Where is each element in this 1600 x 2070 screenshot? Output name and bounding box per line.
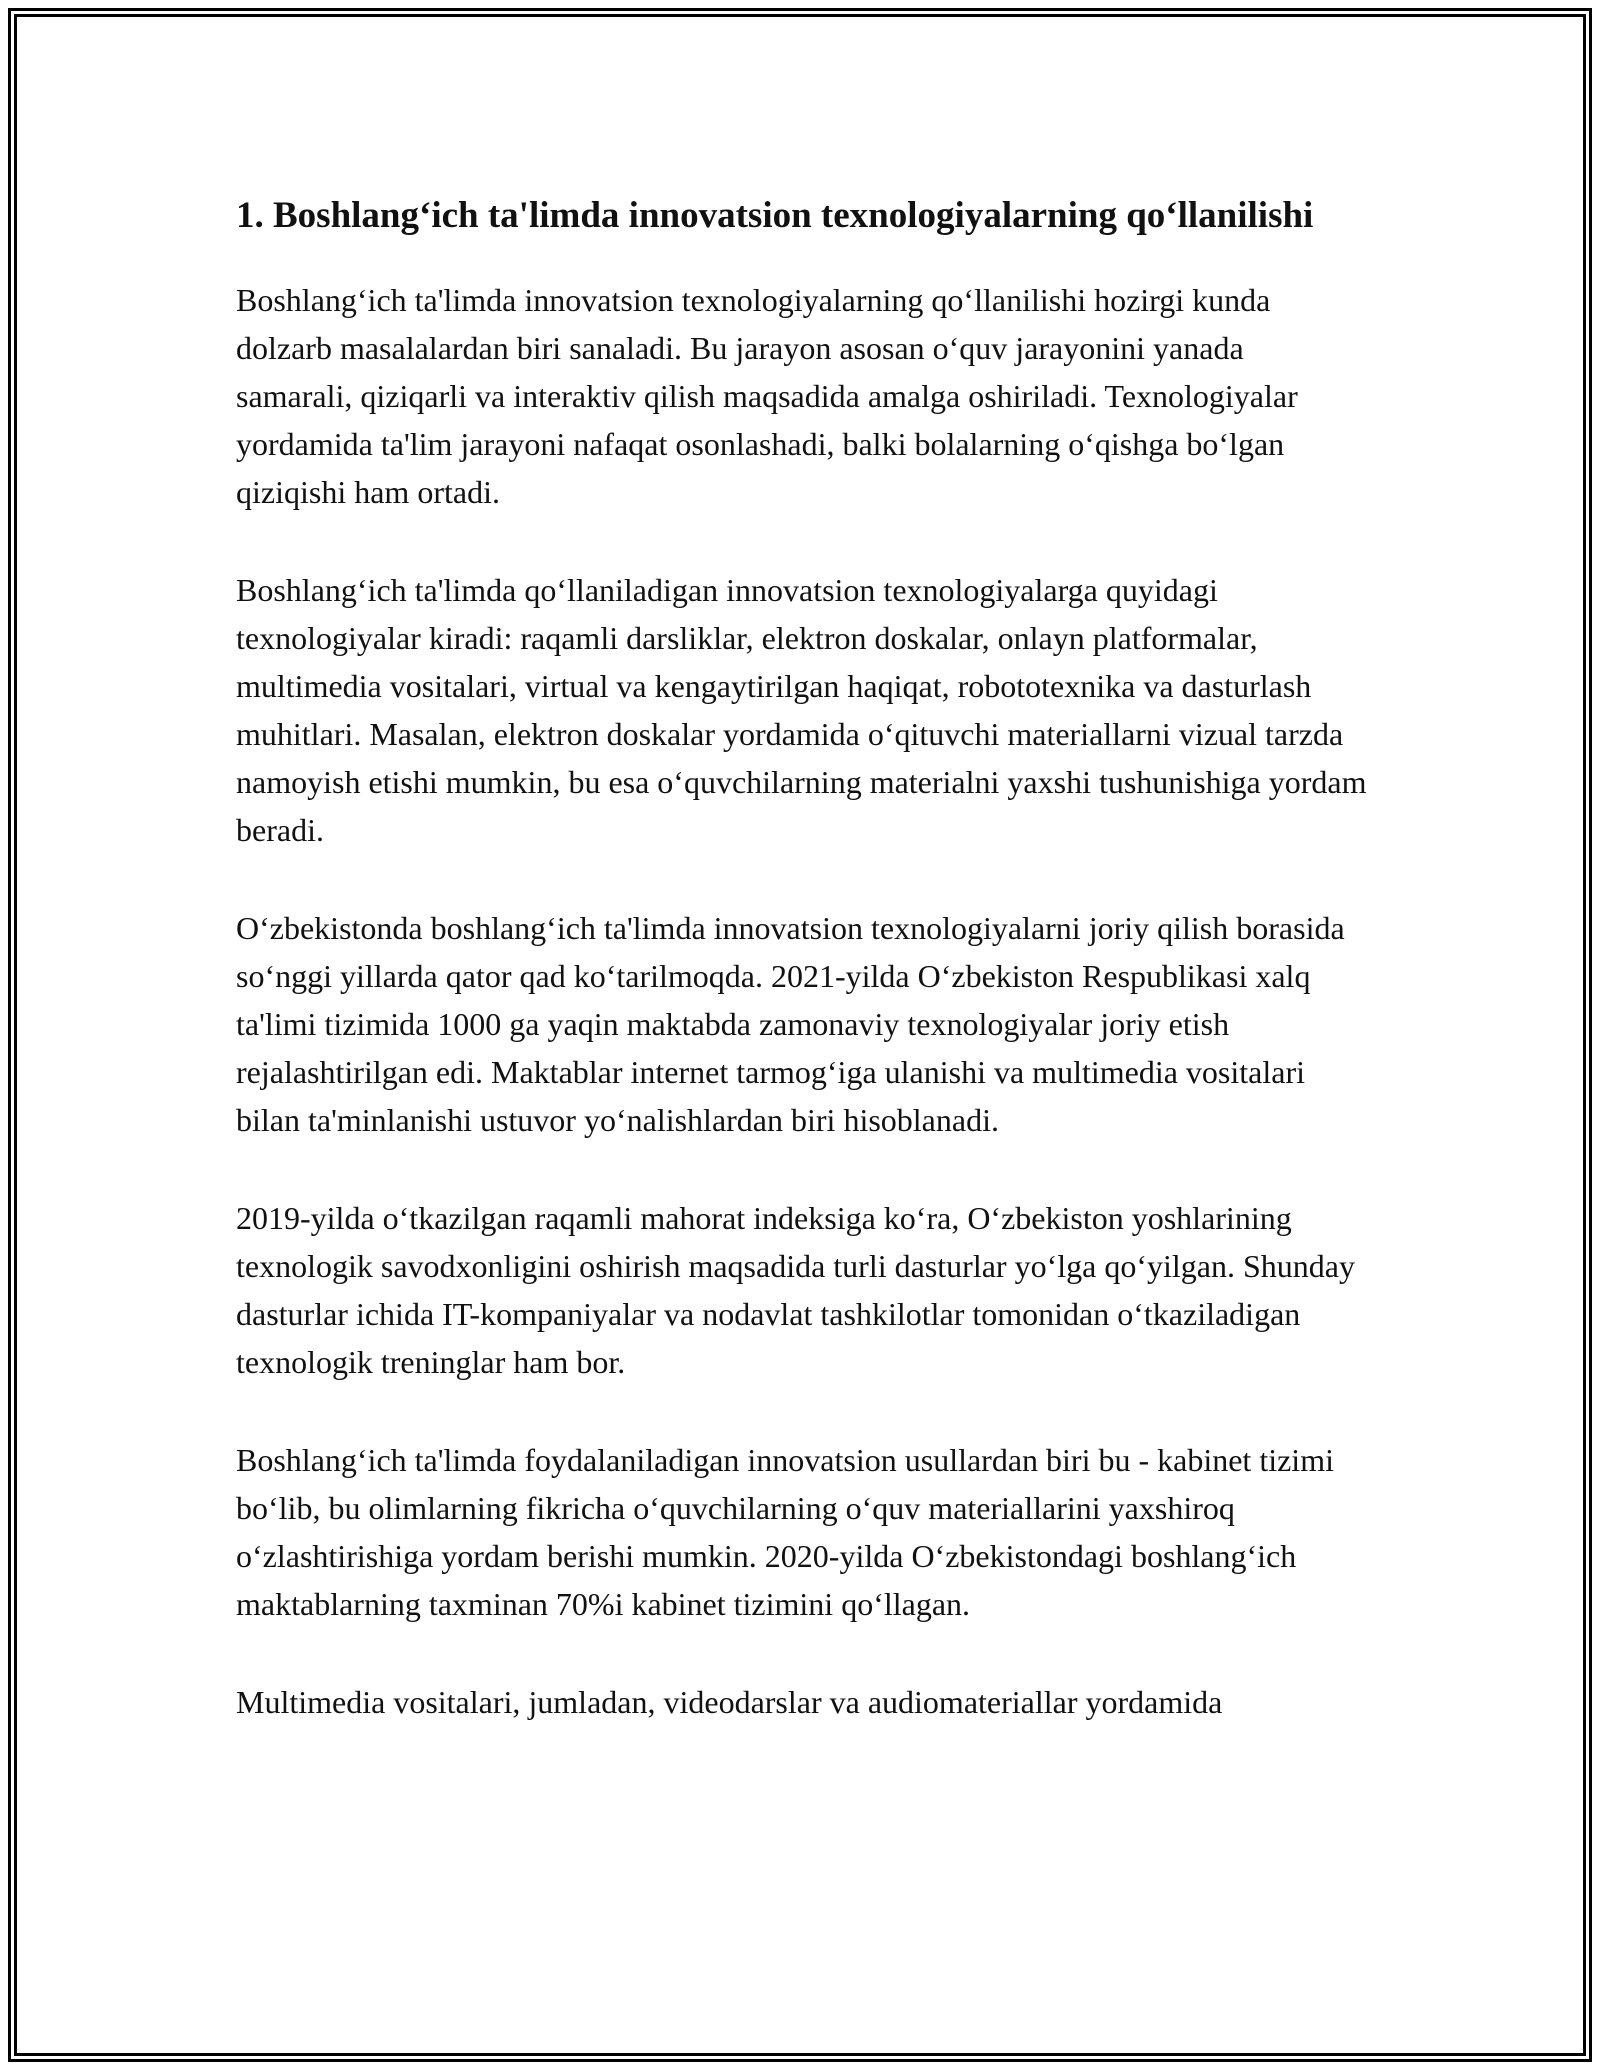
paragraph: Boshlang‘ich ta'limda qo‘llaniladigan innovatsion texnologiyalarga quyidagi texnologiyalar kiradi: raqamli darsliklar, elektron doskalar, onlayn platformalar, multimedia vositalari, virtual va kengaytirilgan haqiqat, robototexnika va dasturlash muhitlari. Masalan, elektron doskalar yordamida o‘qituvchi materiallarni vizual tarzda namoyish etishi mumkin, bu esa o‘quvchilarning materialni yaxshi tushunishiga yordam beradi. xyxy=(236,572,1367,848)
paragraph: Multimedia vositalari, jumladan, videodarslar va audiomateriallar yordamida xyxy=(236,1684,1223,1720)
paragraph: 2019-yilda o‘tkazilgan raqamli mahorat indeksiga ko‘ra, O‘zbekiston yoshlarining texnologik savodxonligini oshirish maqsadida turli dasturlar yo‘lga qo‘yilgan. Shunday dasturlar ichida IT-kompaniyalar va nodavlat tashkilotlar tomonidan o‘tkaziladigan texnologik treninglar ham bor. xyxy=(236,1200,1355,1380)
document-title: 1. Boshlang‘ich ta'limda innovatsion texnologiyalarning qo‘llanilishi xyxy=(236,195,1314,236)
paragraph: O‘zbekistonda boshlang‘ich ta'limda innovatsion texnologiyalarni joriy qilish borasida so‘nggi yillarda qator qad ko‘tarilmoqda. 2021-yilda O‘zbekiston Respublikasi xalq ta'limi tizimida 1000 ga yaqin maktabda zamonaviy texnologiyalar joriy etish rejalashtirilgan edi. Maktablar internet tarmog‘iga ulanishi va multimedia vositalari bilan ta'minlanishi ustuvor yo‘nalishlardan biri hisoblanadi. xyxy=(236,910,1345,1138)
paragraph: Boshlang‘ich ta'limda foydalaniladigan innovatsion usullardan biri bu - kabinet tizimi bo‘lib, bu olimlarning fikricha o‘quvchilarning o‘quv materiallarini yaxshiroq o‘zlashtirishiga yordam berishi mumkin. 2020-yilda O‘zbekistondagi boshlang‘ich maktablarning taxminan 70%i kabinet tizimini qo‘llagan. xyxy=(236,1442,1334,1622)
document-body xyxy=(236,188,1368,1776)
paragraph: Boshlang‘ich ta'limda innovatsion texnologiyalarning qo‘llanilishi hozirgi kunda dolzarb masalalardan biri sanaladi. Bu jarayon asosan o‘quv jarayonini yanada samarali, qiziqarli va interaktiv qilish maqsadida amalga oshiriladi. Texnologiyalar yordamida ta'lim jarayoni nafaqat osonlashadi, balki bolalarning o‘qishga bo‘lgan qiziqishi ham ortadi. xyxy=(236,282,1298,510)
